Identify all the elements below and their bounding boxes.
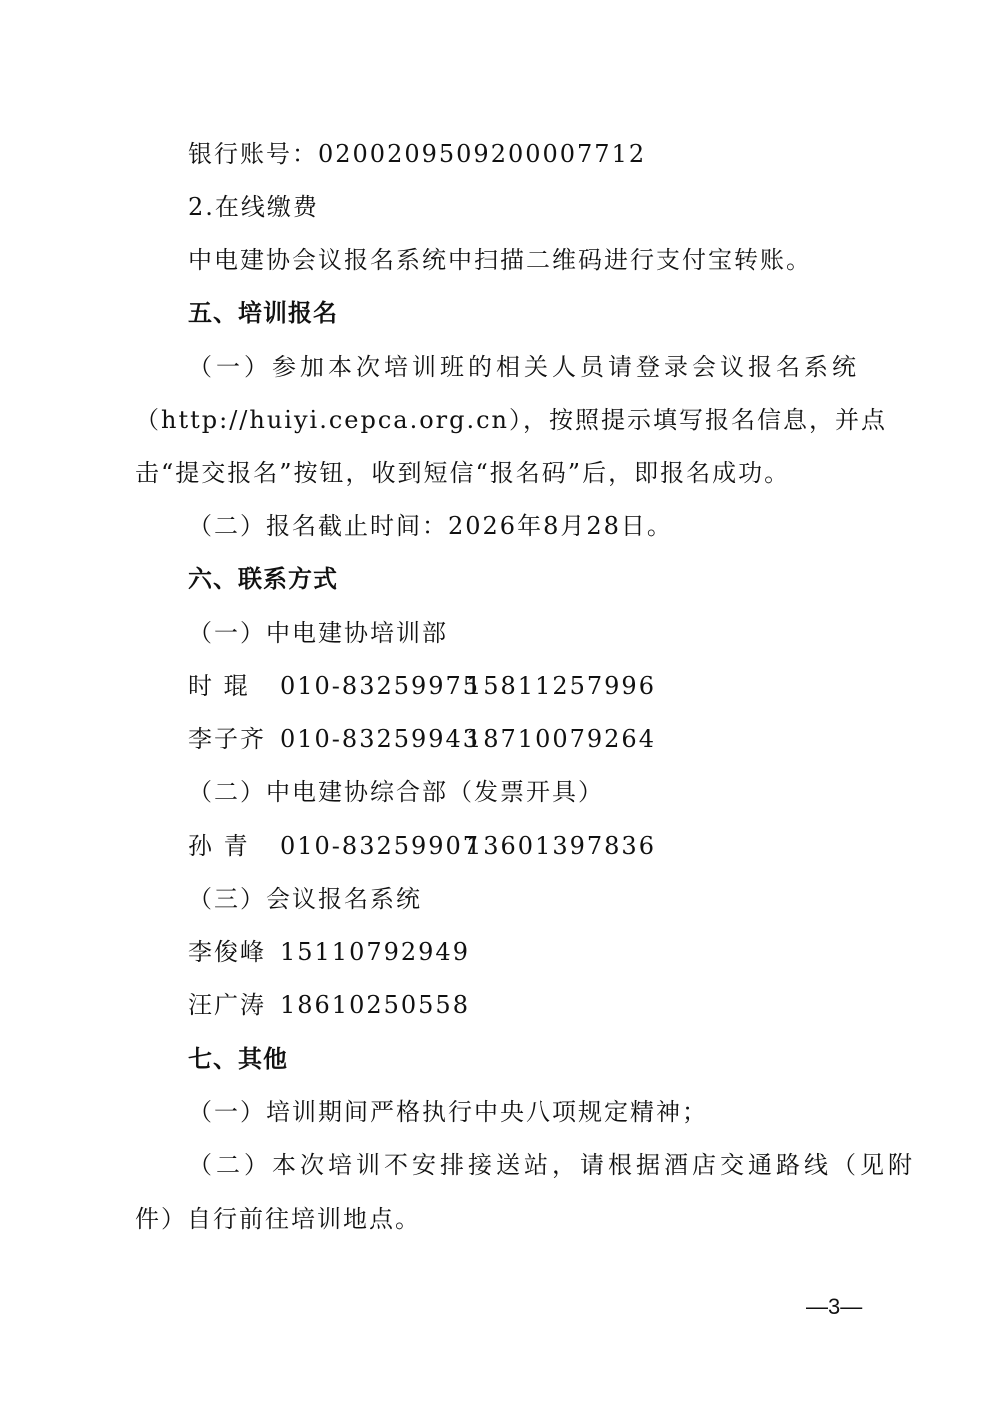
contact-telephone: 010-83259943 xyxy=(280,725,481,753)
contact-mobile: 18710079264 xyxy=(466,725,656,753)
registration-deadline: （二）报名截止时间：2026年8月28日。 xyxy=(188,512,673,540)
online-payment-text: 中电建协会议报名系统中扫描二维码进行支付宝转账。 xyxy=(188,246,812,274)
contact-row xyxy=(188,831,656,861)
contact-mobile: 15110792949 xyxy=(280,938,470,966)
contact-row xyxy=(188,671,656,701)
other-item-2-line-1: （二）本次培训不安排接送站，请根据酒店交通路线（见附 xyxy=(188,1151,916,1179)
contact-mobile: 15811257996 xyxy=(466,672,656,700)
registration-item-1-line-2: （http://huiyi.cepca.org.cn），按照提示填写报名信息，并点 xyxy=(135,406,888,434)
bank-account-line: 银行账号：0200209509200007712 xyxy=(188,140,647,168)
other-item-2-line-2: 件）自行前往培训地点。 xyxy=(135,1205,421,1233)
training-department: （一）中电建协培训部 xyxy=(188,619,448,647)
other-heading: 七、其他 xyxy=(188,1045,288,1073)
contact-row xyxy=(188,990,470,1020)
registration-item-1-line-1: （一）参加本次培训班的相关人员请登录会议报名系统 xyxy=(188,353,860,381)
page-number: —3— xyxy=(806,1294,863,1319)
contact-name: 孙 青 xyxy=(188,832,250,860)
online-payment-heading: 2.在线缴费 xyxy=(188,193,319,221)
contact-name: 李子齐 xyxy=(188,725,266,753)
contact-name: 汪广涛 xyxy=(188,991,266,1019)
contact-row xyxy=(188,937,470,967)
contact-row xyxy=(188,724,656,754)
contact-name: 李俊峰 xyxy=(188,938,266,966)
contacts-heading: 六、联系方式 xyxy=(188,565,338,593)
contact-telephone: 010-83259975 xyxy=(280,672,481,700)
contact-telephone: 010-83259907 xyxy=(280,832,481,860)
contact-mobile: 18610250558 xyxy=(280,991,470,1019)
registration-heading: 五、培训报名 xyxy=(188,299,338,327)
contact-name: 时 琨 xyxy=(188,672,250,700)
registration-item-1-line-3: 击“提交报名”按钮，收到短信“报名码”后，即报名成功。 xyxy=(135,459,791,487)
contact-mobile: 13601397836 xyxy=(466,832,656,860)
general-department: （二）中电建协综合部（发票开具） xyxy=(188,778,604,806)
other-item-1: （一）培训期间严格执行中央八项规定精神； xyxy=(188,1098,708,1126)
registration-system-contact: （三）会议报名系统 xyxy=(188,885,422,913)
